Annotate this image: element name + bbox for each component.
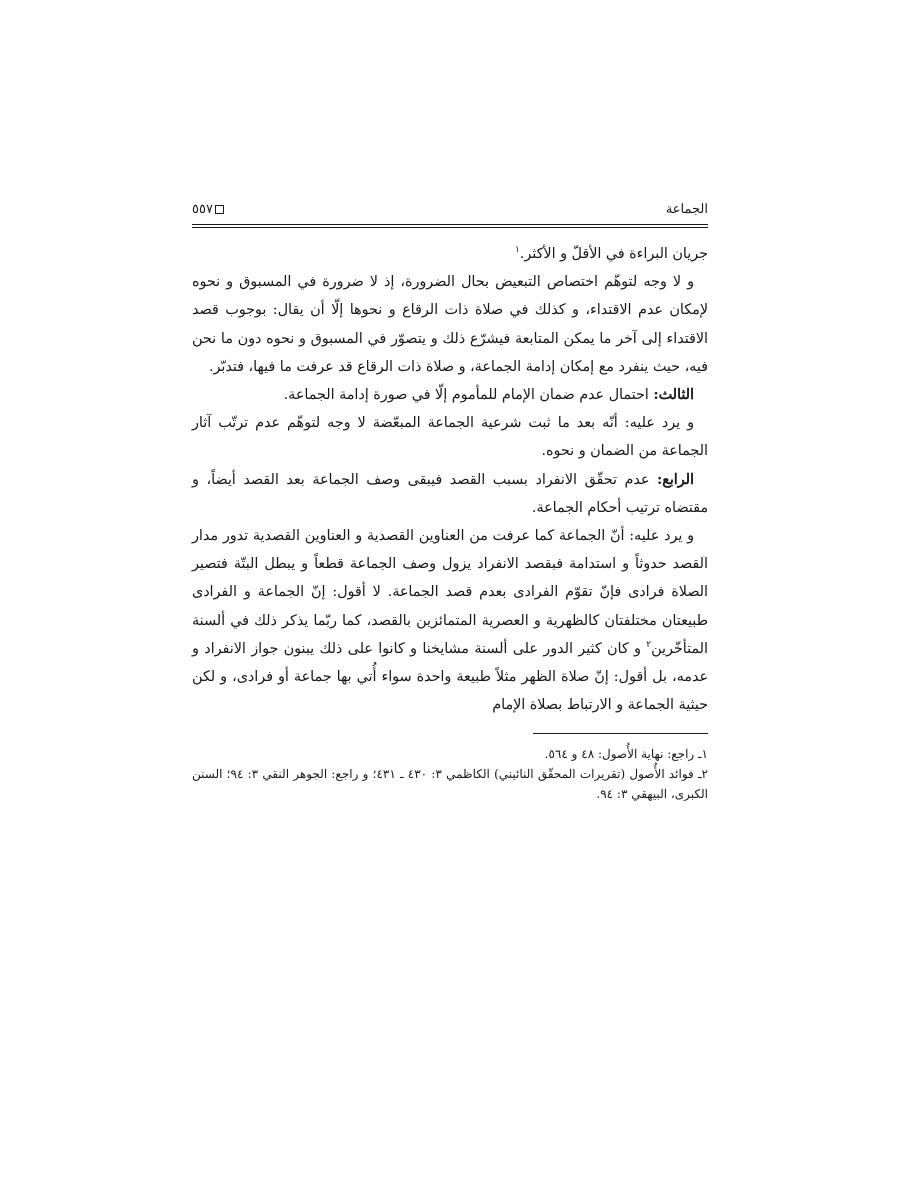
paragraph-text: احتمال عدم ضمان الإمام للمأموم إلّا في صورة إدامة الجماعة. bbox=[283, 387, 654, 404]
footnote-ref-2[interactable]: ٢ bbox=[646, 640, 652, 651]
footnotes bbox=[192, 744, 708, 804]
paragraph bbox=[192, 240, 708, 268]
paragraph-text: و يرد عليه: أنّ الجماعة كما عرفت من العناوين القصدية و العناوين القصدية تدور مدار القصد حدوثاً و استدامة فبقصد الانفراد يزول وصف الجماعة قطعاً و يبطل البتّة فتصير الصلاة فرادى فإنّ تقوّم الفرادى بعدم قصد الجماعة. لا أقول: إنّ الجماعة و الفرادى طبيعتان مختلفتان كالظهرية و العصرية المتمائزين بالقصد، كما ربّما يذكر ذلك في ألسنة المتأخّرين bbox=[192, 528, 708, 657]
footnote-ref-1[interactable]: ١ bbox=[515, 245, 520, 256]
running-head bbox=[192, 196, 708, 222]
main-text bbox=[192, 240, 708, 719]
footnote-separator bbox=[533, 733, 708, 734]
page-number: ٥٥٧ bbox=[192, 202, 213, 217]
page-number-group bbox=[192, 202, 224, 217]
paragraph-text: جريان البراءة في الأقلّ و الأكثر. bbox=[519, 246, 708, 262]
header-rule bbox=[192, 224, 708, 228]
paragraph-text: عدم تحقّق الانفراد بسبب القصد فيبقى وصف الجماعة بعد القصد أيضاً، و مقتضاه ترتيب أحكام الجماعة. bbox=[192, 471, 708, 516]
paragraph: و لا وجه لتوهّم اختصاص التبعيض بحال الضرورة، إذ لا ضرورة في المسبوق و نحوه لإمكان عدم الاقتداء، و كذلك في صلاة ذات الرقاع و نحوها إلّا أن يقال: بوجوب قصد الاقتداء إلى آخر ما يمكن المتابعة فيشرّع ذلك و يتصوّر في المسبوق و نحوه دون ما نحن فيه، حيث ينفرد مع إمكان إدامة الجماعة، و صلاة ذات الرقاع قد عرفت ما فيها، فتدبّر. bbox=[192, 274, 708, 375]
paragraph bbox=[192, 522, 708, 719]
section-lead-fourth: الرابع: bbox=[656, 471, 694, 488]
paragraph bbox=[192, 381, 708, 409]
section-lead-third: الثالث: bbox=[653, 387, 694, 404]
footnote-1: ١ـ راجع: نهاية الأُصول: ٤٨ و ٥٦٤. bbox=[544, 747, 708, 762]
footnote-2: ٢ـ فوائد الأُصول (تقريرات المحقّق النائيني) الكاظمي ٣: ٤٣٠ ـ ٤٣١؛ و راجع: الجوهر النقي ٣: ٩٤؛ السنن الكبرى، البيهقي ٣: ٩٤. bbox=[192, 767, 708, 802]
paragraph bbox=[192, 466, 708, 522]
square-icon bbox=[215, 205, 224, 214]
book-page bbox=[192, 196, 708, 804]
running-head-title: الجماعة bbox=[665, 202, 708, 217]
paragraph-text: و كان كثير الدور على ألسنة مشايخنا و كانوا على ذلك يبنون جواز الانفراد و عدمه، بل أقول: إنّ صلاة الظهر مثلاً طبيعة واحدة سواء أُتي بها جماعة أو فرادى، و لكن حيثية الجماعة و الارتباط بصلاة الإمام bbox=[192, 640, 708, 714]
paragraph: و يرد عليه: أنّه بعد ما ثبت شرعية الجماعة المبعّضة لا وجه لتوهّم عدم ترتّب آثار الجماعة من الضمان و نحوه. bbox=[192, 415, 708, 460]
